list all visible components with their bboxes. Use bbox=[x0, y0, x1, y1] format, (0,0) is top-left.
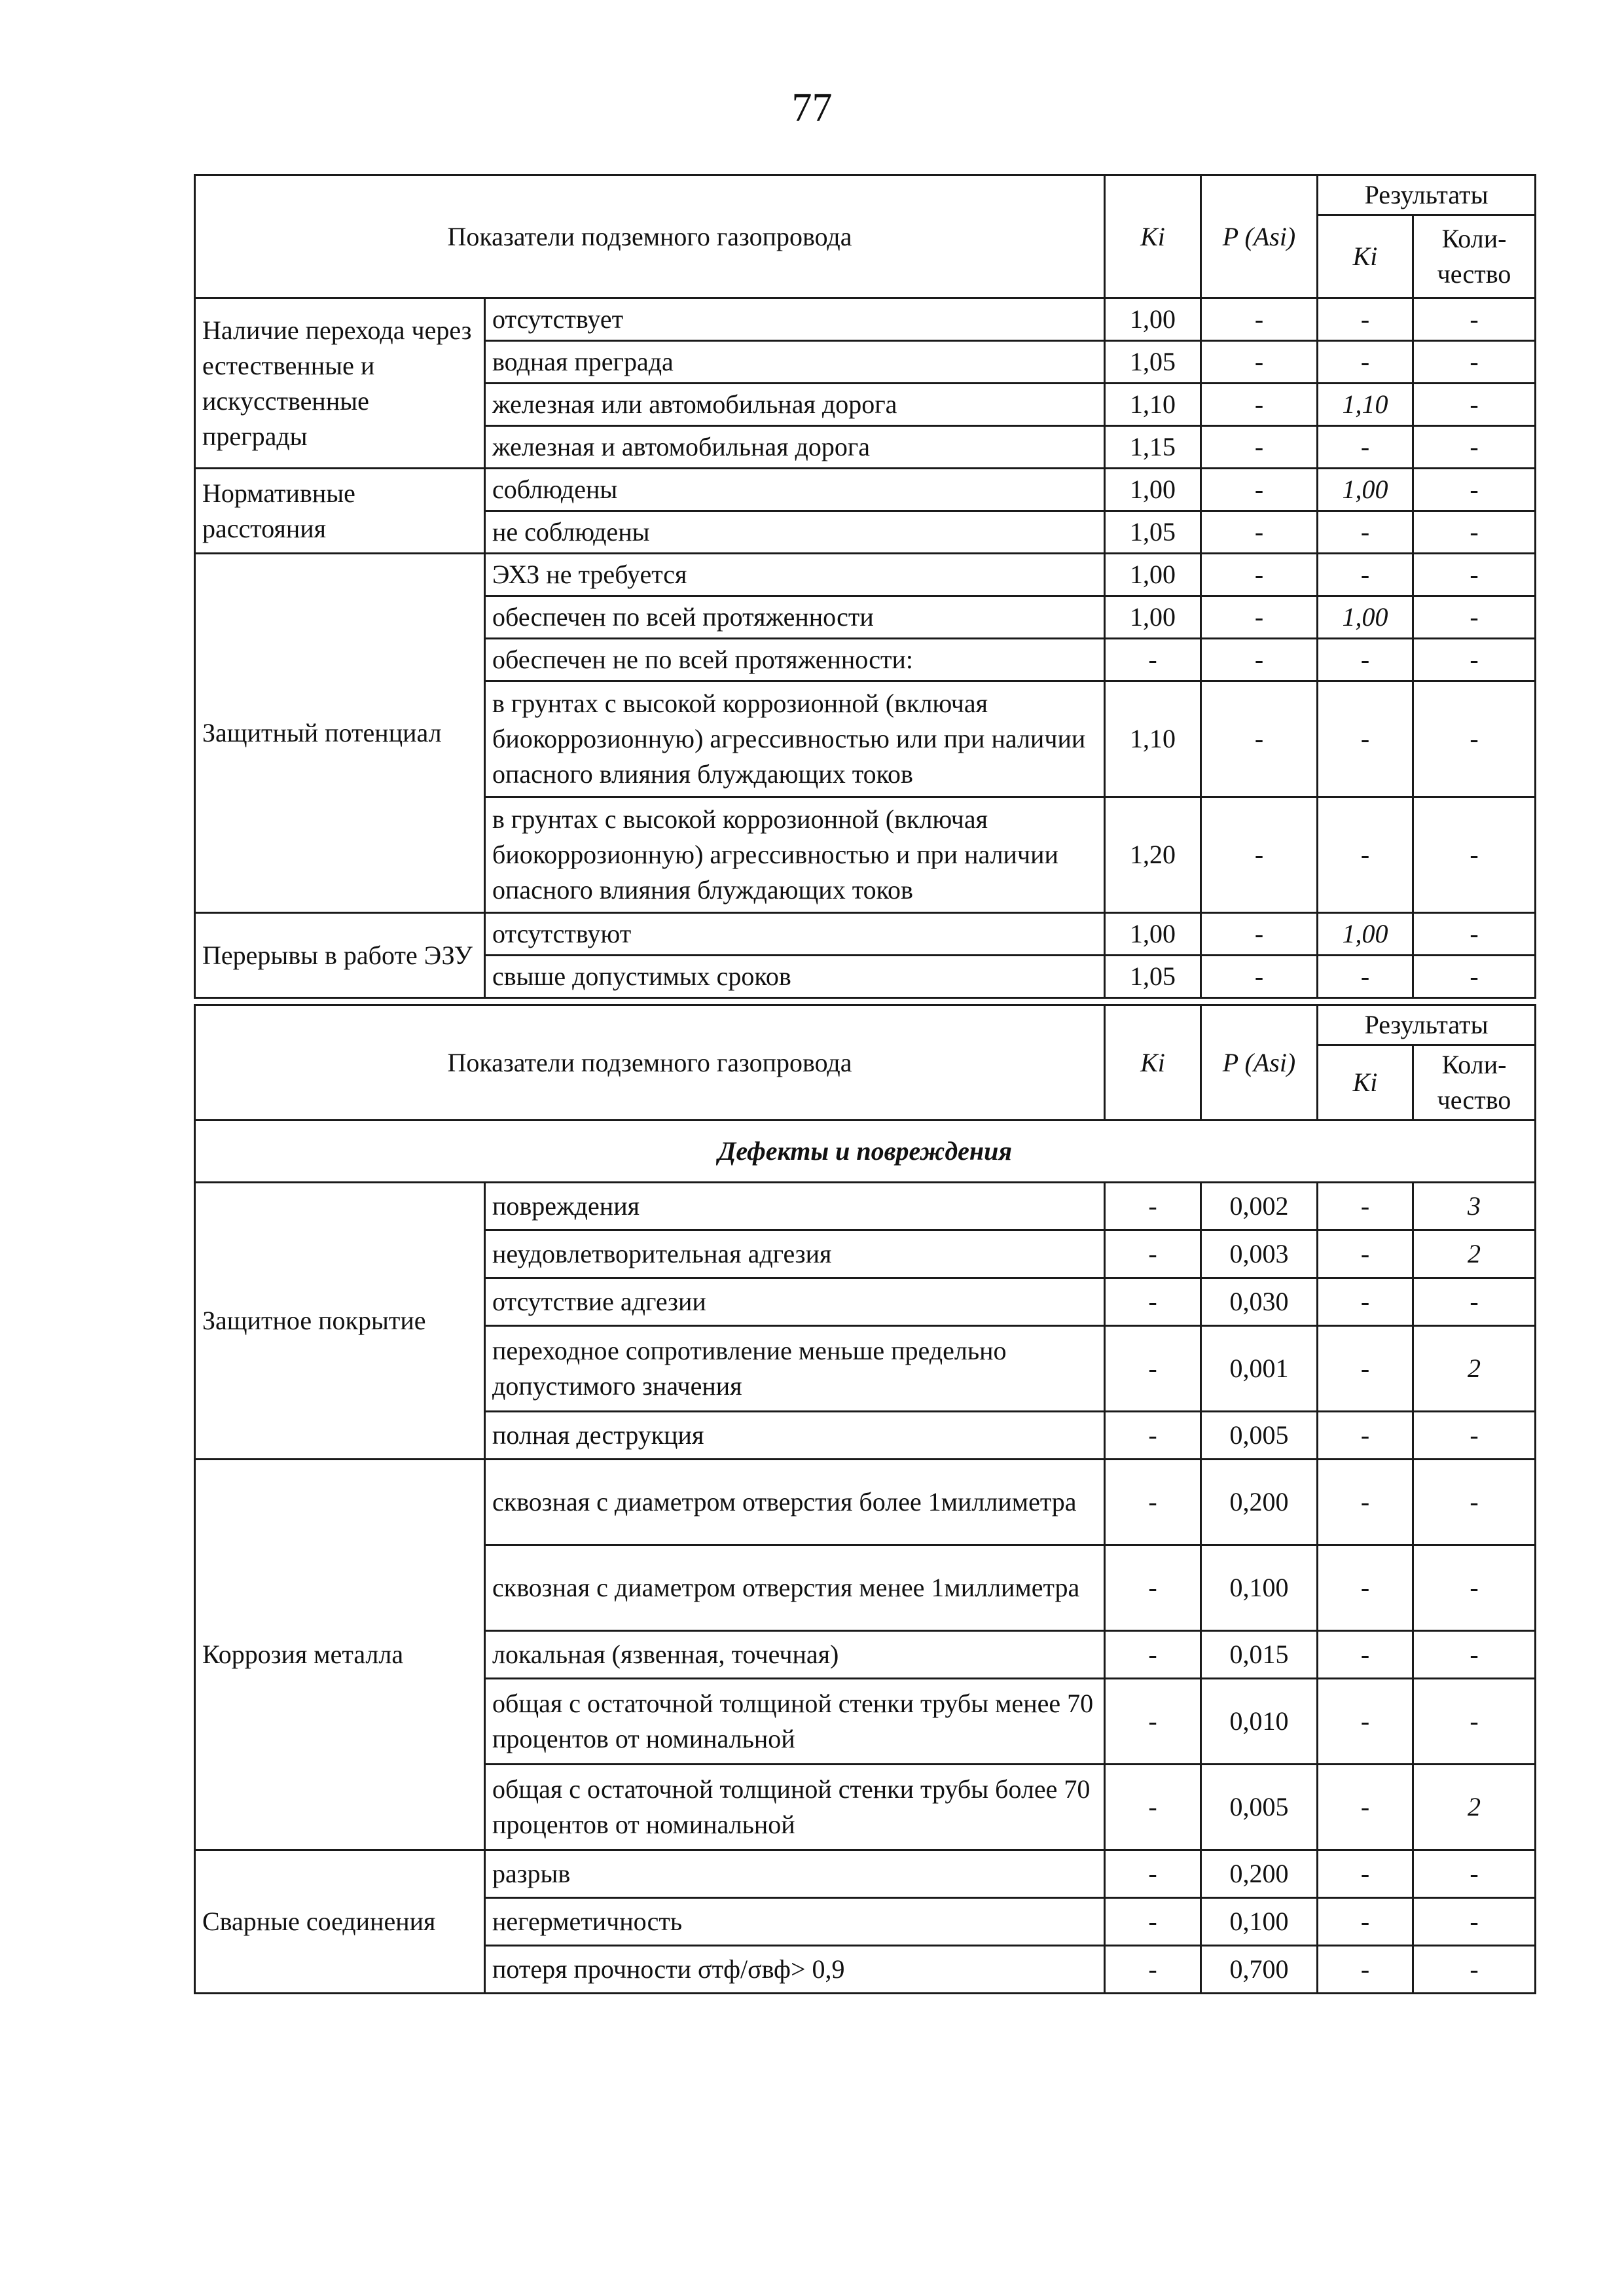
k-value: - bbox=[1105, 1460, 1201, 1545]
result-qty: - bbox=[1413, 1631, 1536, 1679]
p-value: 0,002 bbox=[1201, 1183, 1318, 1230]
group-label: Сварные соединения bbox=[195, 1850, 485, 1994]
p-value: 0,001 bbox=[1201, 1326, 1318, 1412]
k-value: - bbox=[1105, 1850, 1201, 1898]
group-label: Коррозия металла bbox=[195, 1460, 485, 1850]
result-k: 1,00 bbox=[1318, 469, 1413, 511]
p-value: - bbox=[1201, 913, 1318, 956]
result-qty: - bbox=[1413, 639, 1536, 681]
row-label: отсутствие адгезии bbox=[485, 1278, 1105, 1326]
result-k: - bbox=[1318, 426, 1413, 469]
p-value: 0,005 bbox=[1201, 1412, 1318, 1460]
table-row bbox=[195, 554, 1536, 596]
table-header-row bbox=[195, 175, 1536, 215]
k-value: 1,00 bbox=[1105, 913, 1201, 956]
header-results-k: Ki bbox=[1318, 1045, 1413, 1121]
result-qty: - bbox=[1413, 1278, 1536, 1326]
result-k: - bbox=[1318, 797, 1413, 913]
k-value: - bbox=[1105, 1412, 1201, 1460]
row-label: не соблюдены bbox=[485, 511, 1105, 554]
table-row bbox=[195, 1850, 1536, 1898]
p-value: 0,200 bbox=[1201, 1850, 1318, 1898]
result-k: - bbox=[1318, 1631, 1413, 1679]
k-value: - bbox=[1105, 1946, 1201, 1994]
result-k: - bbox=[1318, 298, 1413, 341]
k-value: - bbox=[1105, 1679, 1201, 1765]
result-k: - bbox=[1318, 1460, 1413, 1545]
k-value: - bbox=[1105, 1765, 1201, 1850]
k-value: - bbox=[1105, 1278, 1201, 1326]
row-label: потеря прочности σтф/σвф> 0,9 bbox=[485, 1946, 1105, 1994]
result-qty: 2 bbox=[1413, 1230, 1536, 1278]
header-indicators: Показатели подземного газопровода bbox=[195, 1005, 1105, 1121]
row-label: свыше допустимых сроков bbox=[485, 956, 1105, 998]
p-value: - bbox=[1201, 341, 1318, 384]
result-qty: - bbox=[1413, 469, 1536, 511]
row-label: сквозная с диаметром отверстия менее 1миллиметра bbox=[485, 1545, 1105, 1631]
k-value: 1,00 bbox=[1105, 554, 1201, 596]
header-results: Результаты bbox=[1318, 1005, 1536, 1045]
p-value: - bbox=[1201, 956, 1318, 998]
k-value: 1,10 bbox=[1105, 384, 1201, 426]
result-qty: - bbox=[1413, 1850, 1536, 1898]
result-k: 1,00 bbox=[1318, 596, 1413, 639]
table-row bbox=[195, 913, 1536, 956]
p-value: - bbox=[1201, 639, 1318, 681]
table-row bbox=[195, 1183, 1536, 1230]
k-value: - bbox=[1105, 1326, 1201, 1412]
result-k: - bbox=[1318, 1898, 1413, 1946]
header-k: Ki bbox=[1105, 1005, 1201, 1121]
row-label: водная преграда bbox=[485, 341, 1105, 384]
row-label: обеспечен по всей протяженности bbox=[485, 596, 1105, 639]
result-k: - bbox=[1318, 511, 1413, 554]
k-value: 1,00 bbox=[1105, 596, 1201, 639]
result-qty: - bbox=[1413, 1412, 1536, 1460]
table-row bbox=[195, 298, 1536, 341]
result-qty: - bbox=[1413, 511, 1536, 554]
result-k: - bbox=[1318, 956, 1413, 998]
result-k: - bbox=[1318, 554, 1413, 596]
p-value: 0,015 bbox=[1201, 1631, 1318, 1679]
row-label: в грунтах с высокой коррозионной (включая биокоррозионную) агрессивностью или при наличии опасного влияния блуждающих токов bbox=[485, 681, 1105, 797]
result-qty: - bbox=[1413, 1946, 1536, 1994]
header-results-qty: Коли-чество bbox=[1413, 215, 1536, 298]
result-qty: - bbox=[1413, 681, 1536, 797]
row-label: переходное сопротивление меньше предельно допустимого значения bbox=[485, 1326, 1105, 1412]
row-label: локальная (язвенная, точечная) bbox=[485, 1631, 1105, 1679]
result-qty: 2 bbox=[1413, 1326, 1536, 1412]
group-label: Защитное покрытие bbox=[195, 1183, 485, 1460]
p-value: - bbox=[1201, 596, 1318, 639]
table-header-row bbox=[195, 1005, 1536, 1045]
row-label: обеспечен не по всей протяженности: bbox=[485, 639, 1105, 681]
result-qty: 2 bbox=[1413, 1765, 1536, 1850]
k-value: - bbox=[1105, 639, 1201, 681]
row-label: в грунтах с высокой коррозионной (включая биокоррозионную) агрессивностью и при наличии опасного влияния блуждающих токов bbox=[485, 797, 1105, 913]
header-results-qty: Коли-чество bbox=[1413, 1045, 1536, 1121]
p-value: 0,010 bbox=[1201, 1679, 1318, 1765]
k-value: - bbox=[1105, 1631, 1201, 1679]
p-value: 0,005 bbox=[1201, 1765, 1318, 1850]
row-label: общая с остаточной толщиной стенки трубы менее 70 процентов от номинальной bbox=[485, 1679, 1105, 1765]
k-value: - bbox=[1105, 1545, 1201, 1631]
group-label: Перерывы в работе ЭЗУ bbox=[195, 913, 485, 998]
result-k: - bbox=[1318, 1946, 1413, 1994]
p-value: 0,200 bbox=[1201, 1460, 1318, 1545]
p-value: 0,100 bbox=[1201, 1898, 1318, 1946]
row-label: соблюдены bbox=[485, 469, 1105, 511]
table-row bbox=[195, 469, 1536, 511]
p-value: - bbox=[1201, 469, 1318, 511]
p-value: - bbox=[1201, 511, 1318, 554]
header-k: Ki bbox=[1105, 175, 1201, 298]
result-k: - bbox=[1318, 341, 1413, 384]
p-value: - bbox=[1201, 554, 1318, 596]
row-label: общая с остаточной толщиной стенки трубы более 70 процентов от номинальной bbox=[485, 1765, 1105, 1850]
result-k: - bbox=[1318, 1278, 1413, 1326]
row-label: сквозная с диаметром отверстия более 1миллиметра bbox=[485, 1460, 1105, 1545]
result-k: - bbox=[1318, 639, 1413, 681]
k-value: 1,05 bbox=[1105, 341, 1201, 384]
result-qty: - bbox=[1413, 1679, 1536, 1765]
result-qty: - bbox=[1413, 384, 1536, 426]
result-k: - bbox=[1318, 1765, 1413, 1850]
result-qty: - bbox=[1413, 913, 1536, 956]
result-qty: - bbox=[1413, 797, 1536, 913]
p-value: - bbox=[1201, 384, 1318, 426]
k-value: 1,00 bbox=[1105, 298, 1201, 341]
result-qty: 3 bbox=[1413, 1183, 1536, 1230]
result-k: - bbox=[1318, 1412, 1413, 1460]
p-value: 0,700 bbox=[1201, 1946, 1318, 1994]
group-label: Защитный потенциал bbox=[195, 554, 485, 913]
k-value: 1,20 bbox=[1105, 797, 1201, 913]
k-value: 1,05 bbox=[1105, 956, 1201, 998]
k-value: 1,15 bbox=[1105, 426, 1201, 469]
row-label: отсутствуют bbox=[485, 913, 1105, 956]
result-qty: - bbox=[1413, 554, 1536, 596]
header-p: P (Asi) bbox=[1201, 1005, 1318, 1121]
k-value: - bbox=[1105, 1183, 1201, 1230]
header-p: P (Asi) bbox=[1201, 175, 1318, 298]
k-value: 1,05 bbox=[1105, 511, 1201, 554]
p-value: - bbox=[1201, 797, 1318, 913]
p-value: - bbox=[1201, 426, 1318, 469]
k-value: 1,00 bbox=[1105, 469, 1201, 511]
result-qty: - bbox=[1413, 298, 1536, 341]
row-label: отсутствует bbox=[485, 298, 1105, 341]
row-label: железная или автомобильная дорога bbox=[485, 384, 1105, 426]
table-row bbox=[195, 1460, 1536, 1545]
result-qty: - bbox=[1413, 1545, 1536, 1631]
result-qty: - bbox=[1413, 1898, 1536, 1946]
row-label: железная и автомобильная дорога bbox=[485, 426, 1105, 469]
header-results-k: Ki bbox=[1318, 215, 1413, 298]
result-k: - bbox=[1318, 1850, 1413, 1898]
result-k: - bbox=[1318, 1326, 1413, 1412]
result-k: - bbox=[1318, 1230, 1413, 1278]
result-k: - bbox=[1318, 681, 1413, 797]
row-label: повреждения bbox=[485, 1183, 1105, 1230]
result-qty: - bbox=[1413, 426, 1536, 469]
row-label: полная деструкция bbox=[485, 1412, 1105, 1460]
result-k: 1,00 bbox=[1318, 913, 1413, 956]
result-k: 1,10 bbox=[1318, 384, 1413, 426]
result-k: - bbox=[1318, 1183, 1413, 1230]
result-k: - bbox=[1318, 1679, 1413, 1765]
p-value: 0,003 bbox=[1201, 1230, 1318, 1278]
p-value: - bbox=[1201, 298, 1318, 341]
row-label: негерметичность bbox=[485, 1898, 1105, 1946]
defects-table bbox=[194, 1004, 1536, 1994]
p-value: 0,030 bbox=[1201, 1278, 1318, 1326]
p-value: 0,100 bbox=[1201, 1545, 1318, 1631]
header-results: Результаты bbox=[1318, 175, 1536, 215]
row-label: неудовлетворительная адгезия bbox=[485, 1230, 1105, 1278]
indicators-table bbox=[194, 174, 1536, 999]
group-label: Нормативные расстояния bbox=[195, 469, 485, 554]
result-qty: - bbox=[1413, 1460, 1536, 1545]
page-number: 77 bbox=[791, 86, 833, 130]
result-qty: - bbox=[1413, 956, 1536, 998]
row-label: ЭХЗ не требуется bbox=[485, 554, 1105, 596]
group-label: Наличие перехода через естественные и искусственные преграды bbox=[195, 298, 485, 469]
result-k: - bbox=[1318, 1545, 1413, 1631]
row-label: разрыв bbox=[485, 1850, 1105, 1898]
k-value: - bbox=[1105, 1898, 1201, 1946]
k-value: 1,10 bbox=[1105, 681, 1201, 797]
result-qty: - bbox=[1413, 341, 1536, 384]
section-title: Дефекты и повреждения bbox=[195, 1121, 1536, 1183]
p-value: - bbox=[1201, 681, 1318, 797]
result-qty: - bbox=[1413, 596, 1536, 639]
section-title-row bbox=[195, 1121, 1536, 1183]
k-value: - bbox=[1105, 1230, 1201, 1278]
header-indicators: Показатели подземного газопровода bbox=[195, 175, 1105, 298]
